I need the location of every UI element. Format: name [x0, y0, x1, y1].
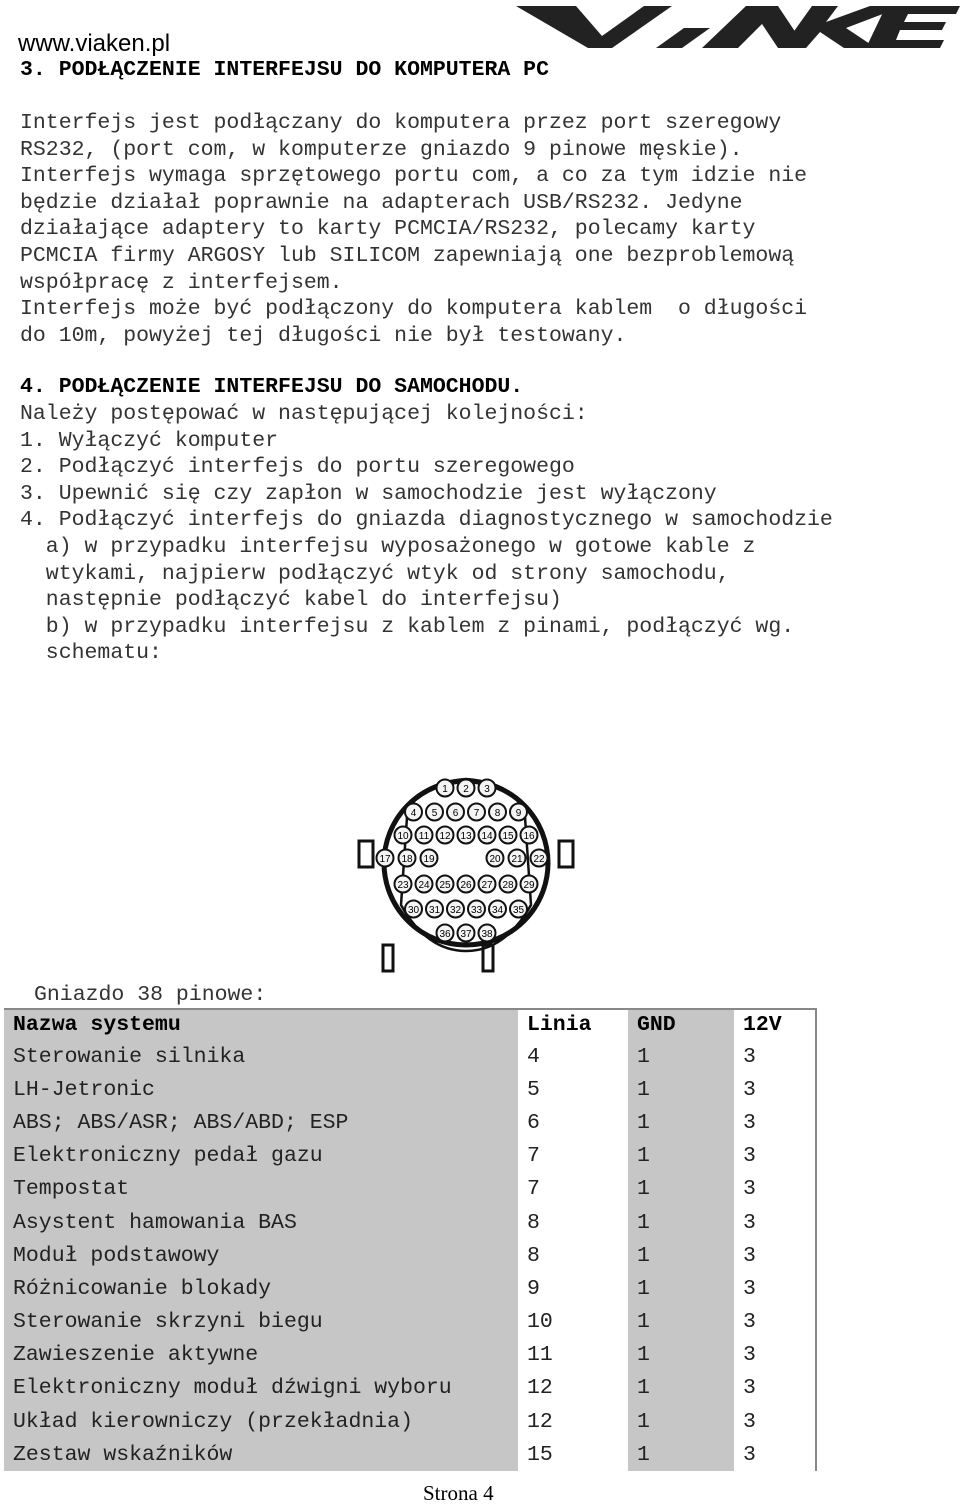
- cell-system-name: Elektroniczny pedał gazu: [4, 1140, 518, 1173]
- connector-pin-label: 6: [452, 808, 459, 819]
- step-line: 1. Wyłączyć komputer: [20, 428, 279, 453]
- table-row: [4, 1372, 816, 1405]
- table-row: [4, 1206, 816, 1239]
- connector-pin-label: 5: [431, 808, 438, 819]
- viaken-logo: [516, 0, 960, 50]
- connector-pin-label: 12: [439, 831, 451, 842]
- header-12v: 12V: [734, 1009, 816, 1040]
- cell-gnd: 1: [628, 1405, 734, 1438]
- connector-pin-label: 38: [481, 929, 493, 940]
- connector-pin-label: 10: [397, 831, 409, 842]
- table-row: [4, 1106, 816, 1139]
- connector-pin-label: 4: [410, 808, 417, 819]
- cell-system-name: Tempostat: [4, 1173, 518, 1206]
- connector-pin-label: 23: [397, 880, 409, 891]
- pin-assignment-table: [4, 1008, 817, 1471]
- paragraph-line: działające adaptery to karty PCMCIA/RS232, polecamy karty: [20, 217, 756, 242]
- connector-pin-label: 17: [379, 854, 391, 865]
- cell-system-name: Moduł podstawowy: [4, 1239, 518, 1272]
- cell-gnd: 1: [628, 1140, 734, 1173]
- connector-pin-label: 25: [439, 880, 451, 891]
- cell-12v: 3: [734, 1239, 816, 1272]
- connector-pin-label: 7: [473, 808, 480, 819]
- table-row: [4, 1173, 816, 1206]
- cell-gnd: 1: [628, 1040, 734, 1073]
- step-line: wtykami, najpierw podłączyć wtyk od strony samochodu,: [20, 561, 730, 586]
- paragraph-line: Interfejs jest podłączany do komputera przez port szeregowy: [20, 111, 782, 135]
- cell-12v: 3: [734, 1173, 816, 1206]
- cell-line: 11: [518, 1339, 628, 1372]
- paragraph-line: RS232, (port com, w komputerze gniazdo 9 pinowe męskie).: [20, 137, 743, 162]
- table-row: [4, 1438, 816, 1471]
- cell-gnd: 1: [628, 1073, 734, 1106]
- connector-tab-left: [359, 841, 373, 867]
- cell-system-name: Sterowanie silnika: [4, 1040, 518, 1073]
- cell-gnd: 1: [628, 1306, 734, 1339]
- cell-line: 7: [518, 1140, 628, 1173]
- cell-system-name: Różnicowanie blokady: [4, 1272, 518, 1305]
- table-row: [4, 1306, 816, 1339]
- cell-system-name: Asystent hamowania BAS: [4, 1206, 518, 1239]
- table-row: [4, 1040, 816, 1073]
- connector-pin-label: 35: [512, 905, 525, 916]
- cell-gnd: 1: [628, 1106, 734, 1139]
- cell-12v: 3: [734, 1040, 816, 1073]
- connector-pin-label: 36: [439, 929, 451, 940]
- cell-12v: 3: [734, 1272, 816, 1305]
- section-3-heading: 3. PODŁĄCZENIE INTERFEJSU DO KOMPUTERA PC: [20, 58, 549, 82]
- table-row: [4, 1405, 816, 1438]
- connector-pin-label: 18: [401, 854, 413, 865]
- connector-pin-label: 11: [418, 831, 430, 842]
- header-system-name: Nazwa systemu: [4, 1009, 518, 1040]
- paragraph-line: PCMCIA firmy ARGOSY lub SILICOM zapewniają one bezproblemową: [20, 243, 795, 268]
- step-line: 4. Podłączyć interfejs do gniazda diagnostycznego w samochodzie: [20, 508, 833, 533]
- cell-line: 10: [518, 1306, 628, 1339]
- cell-system-name: Sterowanie skrzyni biegu: [4, 1306, 518, 1339]
- cell-gnd: 1: [628, 1239, 734, 1272]
- cell-gnd: 1: [628, 1372, 734, 1405]
- connector-pin-label: 2: [463, 784, 469, 795]
- paragraph-line: będzie działał poprawnie na adapterach USB/RS232. Jedyne: [20, 190, 743, 215]
- cell-12v: 3: [734, 1206, 816, 1239]
- connector-pin-label: 15: [502, 831, 514, 842]
- cell-system-name: LH-Jetronic: [4, 1073, 518, 1106]
- connector-pin-label: 32: [449, 905, 462, 916]
- paragraph-line: Interfejs może być podłączony do komputera kablem o długości: [20, 297, 808, 322]
- connector-pin-label: 9: [515, 808, 522, 819]
- step-line: 3. Upewnić się czy zapłon w samochodzie jest wyłączony: [20, 481, 717, 506]
- cell-line: 5: [518, 1073, 628, 1106]
- cell-gnd: 1: [628, 1272, 734, 1305]
- table-header-row: [4, 1009, 816, 1040]
- cell-12v: 3: [734, 1073, 816, 1106]
- cell-gnd: 1: [628, 1339, 734, 1372]
- cell-gnd: 1: [628, 1206, 734, 1239]
- cell-system-name: ABS; ABS/ASR; ABS/ABD; ESP: [4, 1106, 518, 1139]
- connector-tab-right: [559, 841, 573, 867]
- table-row: [4, 1339, 816, 1372]
- connector-pin-label: 28: [502, 880, 514, 891]
- cell-12v: 3: [734, 1106, 816, 1139]
- step-line: schematu:: [20, 641, 162, 666]
- cell-line: 7: [518, 1173, 628, 1206]
- cell-line: 9: [518, 1272, 628, 1305]
- header-line: Linia: [518, 1009, 628, 1040]
- page-number: Strona 4: [423, 1481, 494, 1505]
- step-line: Należy postępować w następującej kolejności:: [20, 402, 588, 426]
- cell-12v: 3: [734, 1306, 816, 1339]
- connector-pin-label: 1: [442, 784, 448, 795]
- connector-pin-label: 19: [423, 854, 435, 865]
- site-url: www.viaken.pl: [18, 30, 171, 57]
- cell-line: 15: [518, 1438, 628, 1471]
- cell-gnd: 1: [628, 1173, 734, 1206]
- section-4-heading: 4. PODŁĄCZENIE INTERFEJSU DO SAMOCHODU.: [20, 375, 524, 399]
- connector-pin-label: 21: [511, 854, 523, 865]
- cell-system-name: Elektroniczny moduł dźwigni wyboru: [4, 1372, 518, 1405]
- connector-pin-label: 30: [407, 905, 420, 916]
- connector-pin-label: 33: [470, 905, 483, 916]
- step-line: b) w przypadku interfejsu z kablem z pinami, podłączyć wg.: [20, 614, 795, 639]
- paragraph-line: do 10m, powyżej tej długości nie był testowany.: [20, 323, 627, 348]
- step-line: a) w przypadku interfejsu wyposażonego w gotowe kable z: [20, 534, 756, 559]
- cell-system-name: Zawieszenie aktywne: [4, 1339, 518, 1372]
- header-gnd: GND: [628, 1009, 734, 1040]
- cell-line: 12: [518, 1372, 628, 1405]
- section-4-steps: [20, 401, 833, 667]
- table-row: [4, 1073, 816, 1106]
- connector-pin-label: 31: [428, 905, 441, 916]
- connector-pin-label: 16: [523, 831, 535, 842]
- connector-38-pin-diagram: [355, 755, 577, 980]
- cell-line: 4: [518, 1040, 628, 1073]
- cell-system-name: Układ kierowniczy (przekładnia): [4, 1405, 518, 1438]
- connector-pin-label: 22: [533, 854, 545, 865]
- cell-12v: 3: [734, 1372, 816, 1405]
- table-row: [4, 1239, 816, 1272]
- cell-12v: 3: [734, 1405, 816, 1438]
- connector-pin-label: 27: [481, 880, 493, 891]
- connector-foot-left: [383, 945, 393, 971]
- connector-pin-label: 37: [460, 929, 472, 940]
- connector-pin-label: 20: [489, 854, 501, 865]
- connector-pin-label: 13: [460, 831, 472, 842]
- connector-pin-label: 34: [491, 905, 504, 916]
- table-row: [4, 1272, 816, 1305]
- cell-12v: 3: [734, 1140, 816, 1173]
- paragraph-line: Interfejs wymaga sprzętowego portu com, a co za tym idzie nie: [20, 164, 808, 189]
- cell-line: 8: [518, 1206, 628, 1239]
- connector-pin-label: 8: [494, 808, 501, 819]
- table-row: [4, 1140, 816, 1173]
- cell-gnd: 1: [628, 1438, 734, 1471]
- cell-12v: 3: [734, 1339, 816, 1372]
- cell-12v: 3: [734, 1438, 816, 1471]
- section-3-body: [20, 110, 807, 349]
- connector-pin-label: 29: [523, 880, 535, 891]
- cell-line: 8: [518, 1239, 628, 1272]
- paragraph-line: współpracę z interfejsem.: [20, 270, 343, 295]
- step-line: następnie podłączyć kabel do interfejsu): [20, 588, 562, 613]
- cell-line: 6: [518, 1106, 628, 1139]
- cell-line: 12: [518, 1405, 628, 1438]
- connector-pin-label: 26: [460, 880, 472, 891]
- cell-system-name: Zestaw wskaźników: [4, 1438, 518, 1471]
- table-caption: Gniazdo 38 pinowe:: [34, 983, 267, 1007]
- step-line: 2. Podłączyć interfejs do portu szeregowego: [20, 455, 575, 480]
- connector-pin-label: 3: [484, 784, 490, 795]
- connector-pin-label: 14: [481, 831, 493, 842]
- connector-pin-label: 24: [418, 880, 430, 891]
